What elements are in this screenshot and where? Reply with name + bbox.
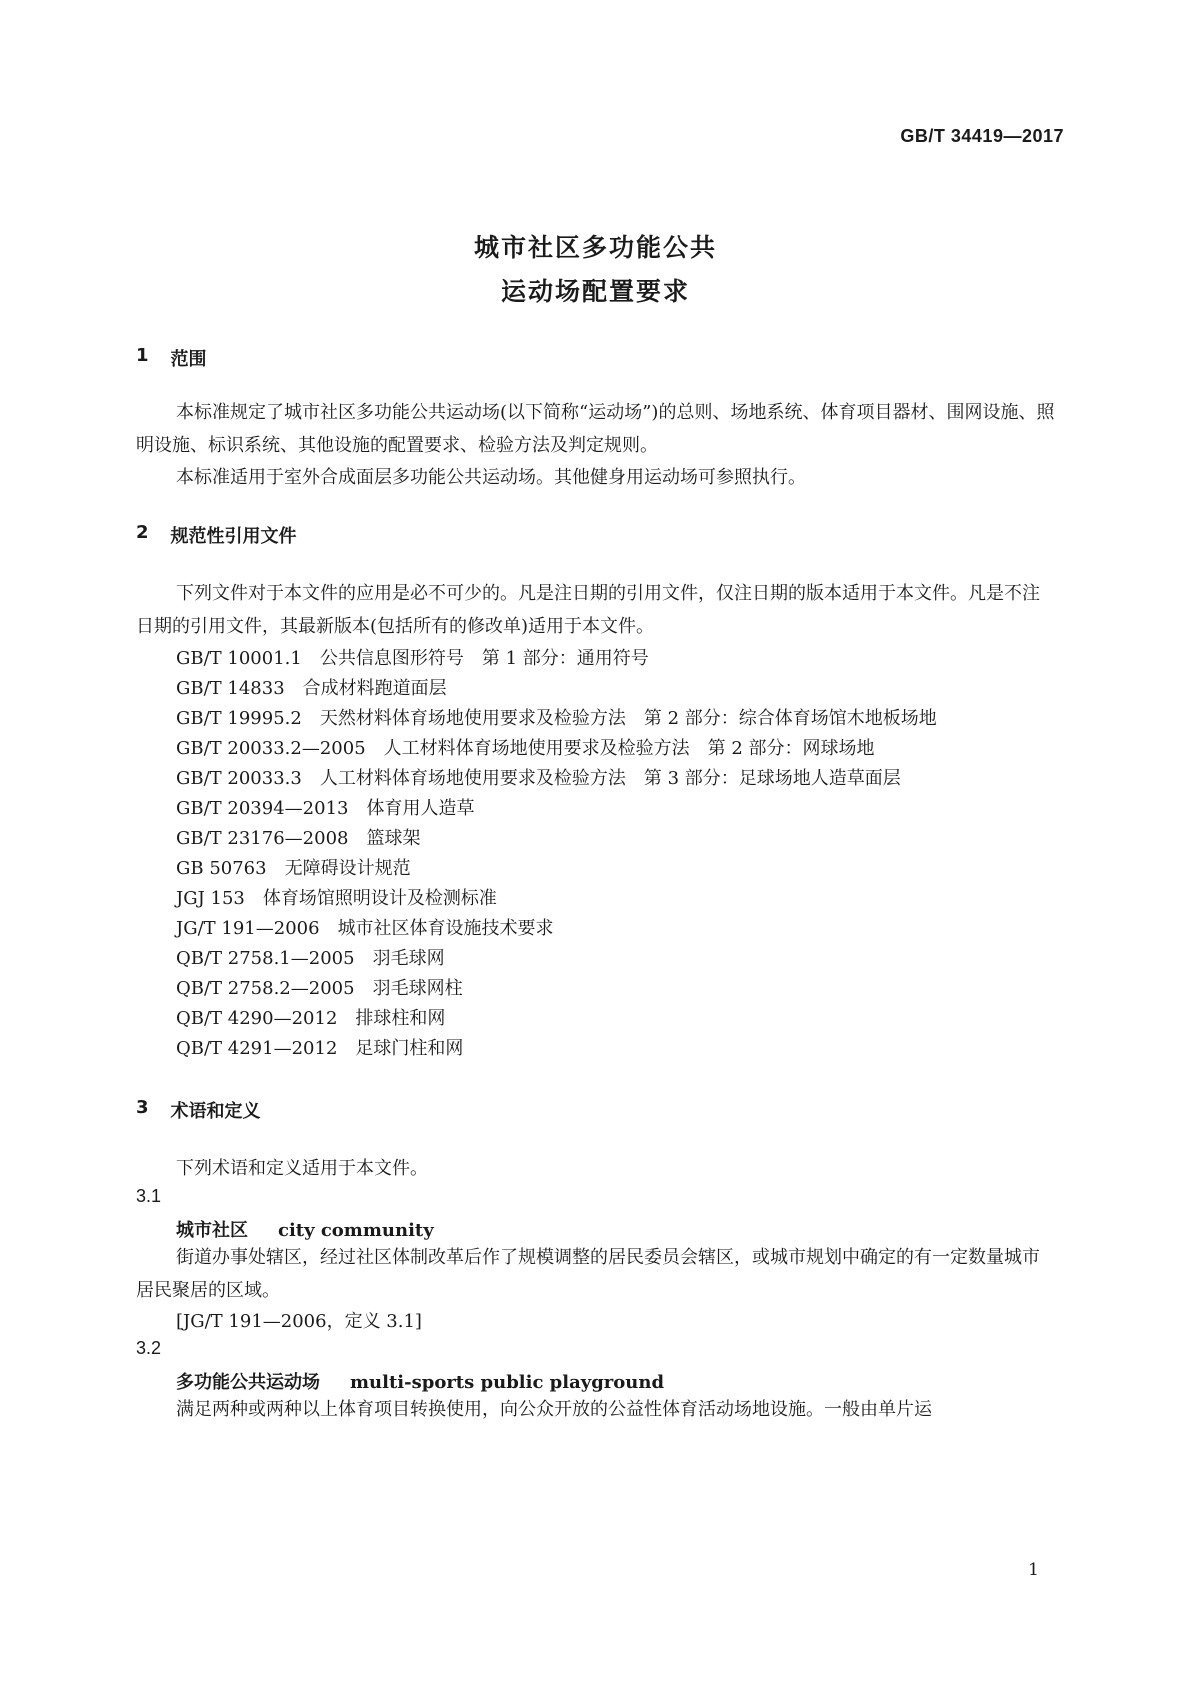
term-definition: 满足两种或两种以上体育项目转换使用，向公众开放的公益性体育活动场地设施。一般由单片运: [176, 1399, 932, 1420]
reference-item: [176, 824, 420, 850]
reference-title: 足球门柱和网: [355, 1038, 464, 1059]
reference-code: GB/T 20033.3: [176, 768, 302, 789]
reference-title: 体育用人造草: [366, 798, 475, 819]
reference-item: [176, 914, 554, 940]
reference-item: [176, 704, 937, 730]
section-2-heading: [136, 522, 297, 548]
reference-item: [176, 764, 901, 790]
standard-number: GB/T 34419—2017: [900, 126, 1064, 146]
reference-item: [176, 884, 497, 910]
term-heading: [176, 1368, 664, 1394]
reference-code: JGJ 153: [176, 888, 245, 909]
scope-paragraph-2: 本标准适用于室外合成面层多功能公共运动场。其他健身用运动场可参照执行。: [176, 467, 806, 488]
section-number: 3: [136, 1097, 149, 1118]
reference-item: [176, 974, 463, 1000]
term-definition: 街道办事处辖区，经过社区体制改革后作了规模调整的居民委员会辖区，或城市规划中确定的有一定数量城市居民聚居的区域。: [136, 1247, 1040, 1301]
scope-paragraph-1: 本标准规定了城市社区多功能公共运动场(以下简称“运动场”)的总则、场地系统、体育项目器材、围网设施、照明设施、标识系统、其他设施的配置要求、检验方法及判定规则。: [136, 402, 1055, 456]
reference-title: 公共信息图形符号 第 1 部分：通用符号: [319, 648, 649, 669]
term-number: 3.2: [136, 1338, 162, 1358]
normative-references-intro: 下列文件对于本文件的应用是必不可少的。凡是注日期的引用文件，仅注日期的版本适用于本文件。凡是不注日期的引用文件，其最新版本(包括所有的修改单)适用于本文件。: [136, 583, 1040, 637]
document-title-line-2: 运动场配置要求: [500, 277, 690, 306]
section-number: 2: [136, 522, 149, 543]
reference-item: [176, 794, 474, 820]
reference-item: [176, 644, 649, 670]
section-title: 范围: [170, 349, 207, 370]
reference-title: 羽毛球网柱: [372, 978, 463, 999]
reference-title: 城市社区体育设施技术要求: [337, 918, 554, 939]
reference-code: JG/T 191—2006: [176, 918, 320, 939]
section-title: 术语和定义: [170, 1101, 261, 1122]
reference-code: QB/T 2758.2—2005: [176, 978, 355, 999]
section-3-heading: [136, 1097, 261, 1123]
reference-code: QB/T 2758.1—2005: [176, 948, 355, 969]
terms-intro: 下列术语和定义适用于本文件。: [176, 1158, 428, 1179]
reference-title: 排球柱和网: [355, 1008, 446, 1029]
reference-title: 天然材料体育场地使用要求及检验方法 第 2 部分：综合体育场馆木地板场地: [319, 708, 937, 729]
reference-code: GB/T 20033.2—2005: [176, 738, 366, 759]
reference-code: QB/T 4291—2012: [176, 1038, 338, 1059]
reference-item: [176, 1034, 463, 1060]
reference-code: QB/T 4290—2012: [176, 1008, 338, 1029]
reference-item: [176, 734, 875, 760]
section-number: 1: [136, 345, 149, 366]
reference-item: [176, 944, 445, 970]
reference-code: GB 50763: [176, 858, 267, 879]
reference-title: 无障碍设计规范: [284, 858, 411, 879]
term-source: [JG/T 191—2006，定义 3.1]: [176, 1311, 422, 1332]
reference-item: [176, 854, 411, 880]
term-chinese: 城市社区: [176, 1220, 248, 1241]
term-english: city community: [278, 1220, 434, 1241]
term-chinese: 多功能公共运动场: [176, 1372, 320, 1393]
section-1-heading: [136, 345, 207, 371]
reference-title: 合成材料跑道面层: [302, 678, 447, 699]
reference-title: 人工材料体育场地使用要求及检验方法 第 2 部分：网球场地: [383, 738, 875, 759]
reference-item: [176, 1004, 445, 1030]
term-english: multi-sports public playground: [350, 1372, 665, 1393]
reference-title: 体育场馆照明设计及检测标准: [262, 888, 497, 909]
reference-item: [176, 674, 447, 700]
reference-code: GB/T 19995.2: [176, 708, 302, 729]
reference-title: 篮球架: [366, 828, 421, 849]
term-number: 3.1: [136, 1186, 162, 1206]
document-title-line-1: 城市社区多功能公共: [473, 233, 717, 262]
page-number: 1: [1028, 1560, 1039, 1580]
reference-code: GB/T 23176—2008: [176, 828, 349, 849]
reference-code: GB/T 20394—2013: [176, 798, 349, 819]
term-heading: [176, 1216, 434, 1242]
reference-title: 羽毛球网: [372, 948, 445, 969]
reference-title: 人工材料体育场地使用要求及检验方法 第 3 部分：足球场地人造草面层: [319, 768, 901, 789]
section-title: 规范性引用文件: [170, 526, 297, 547]
reference-code: GB/T 14833: [176, 678, 285, 699]
reference-code: GB/T 10001.1: [176, 648, 302, 669]
